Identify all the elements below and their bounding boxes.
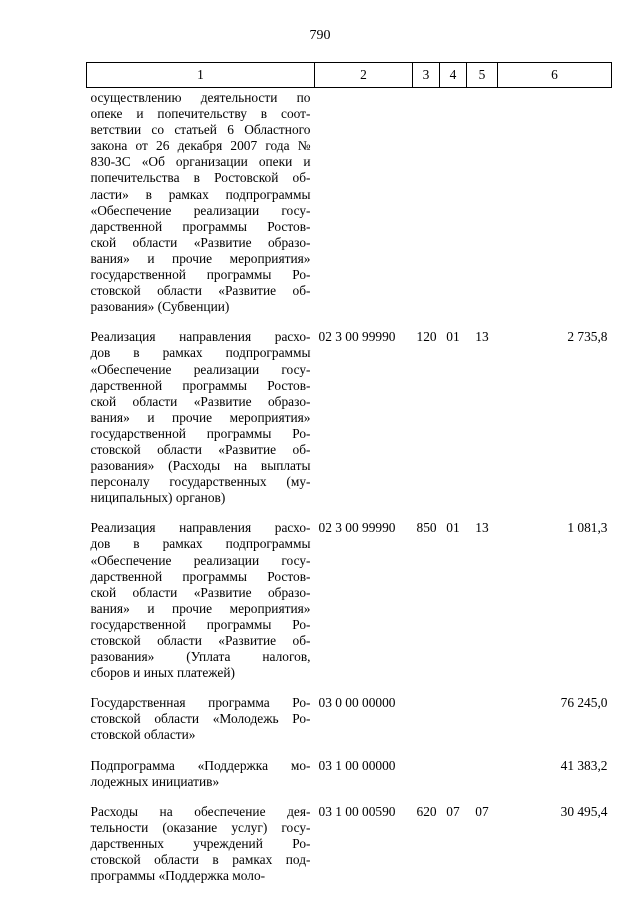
description-line: стовской области «Развитие об- bbox=[90, 283, 311, 299]
description-line: разования» (Расходы на выплаты bbox=[90, 458, 311, 474]
description-line: дарственной программы Ростов- bbox=[90, 218, 311, 234]
description-line: ской области «Развитие образо- bbox=[90, 393, 311, 409]
section-code: 01 bbox=[446, 329, 460, 345]
description-line: дарственной программы Ростов- bbox=[90, 377, 311, 393]
target-article-code: 03 1 00 00590 bbox=[318, 803, 396, 819]
page-number: 790 bbox=[309, 28, 331, 43]
target-article-code: 02 3 00 99990 bbox=[318, 520, 396, 536]
table-row bbox=[87, 329, 612, 520]
subsection-code: 07 bbox=[475, 803, 489, 819]
amount: 30 495,4 bbox=[560, 803, 608, 819]
expense-type-code: 120 bbox=[416, 329, 437, 345]
table-row bbox=[87, 520, 612, 695]
description-line: 830-ЗС «Об организации опеки и bbox=[90, 154, 311, 170]
row-description bbox=[87, 329, 315, 520]
description-line: стовской области в рамках под- bbox=[90, 852, 311, 868]
section-code bbox=[440, 88, 467, 330]
description-line: «Обеспечение реализации госу- bbox=[90, 552, 311, 568]
header-col-6: 6 bbox=[498, 63, 612, 88]
description-line: сборов и иных платежей) bbox=[90, 665, 235, 681]
target-article-code bbox=[315, 88, 413, 330]
header-col-3: 3 bbox=[413, 63, 440, 88]
description-line: вания» и прочие мероприятия» bbox=[90, 600, 311, 616]
description-line: тельности (оказание услуг) госу- bbox=[90, 819, 311, 835]
description-line: Подпрограмма «Поддержка мо- bbox=[90, 757, 311, 773]
table-body bbox=[87, 88, 612, 899]
amount: 2 735,8 bbox=[567, 329, 608, 345]
header-col-2: 2 bbox=[315, 63, 413, 88]
target-article-code: 02 3 00 99990 bbox=[318, 329, 396, 345]
description-line: стовской области «Молодежь Ро- bbox=[90, 711, 311, 727]
description-line: Реализация направления расхо- bbox=[90, 520, 311, 536]
table-header bbox=[87, 63, 612, 88]
expense-type-code: 620 bbox=[416, 803, 437, 819]
description-line: ниципальных) органов) bbox=[90, 490, 226, 506]
budget-table bbox=[86, 62, 612, 898]
description-line: вания» и прочие мероприятия» bbox=[90, 250, 311, 266]
expense-type-code bbox=[413, 758, 440, 804]
description-line: стовской области «Развитие об- bbox=[90, 633, 311, 648]
description-line: разования» (Уплата налогов, bbox=[90, 649, 311, 665]
subsection-code bbox=[467, 695, 498, 757]
description-line: «Обеспечение реализации госу- bbox=[90, 202, 311, 218]
description-line: программы «Поддержка моло- bbox=[90, 868, 266, 884]
subsection-code: 13 bbox=[475, 520, 489, 536]
description-line: разования» (Субвенции) bbox=[90, 299, 230, 315]
amount bbox=[498, 88, 612, 330]
description-line: Государственная программа Ро- bbox=[90, 695, 311, 711]
header-col-1: 1 bbox=[87, 63, 315, 88]
description-line: государственной программы Ро- bbox=[90, 267, 311, 283]
amount: 41 383,2 bbox=[560, 757, 608, 773]
section-code bbox=[440, 695, 467, 757]
row-description bbox=[87, 88, 315, 330]
description-line: ской области «Развитие образо- bbox=[90, 234, 311, 250]
description-line: попечительства в Ростовской об- bbox=[90, 170, 311, 186]
subsection-code bbox=[467, 758, 498, 804]
description-line: лодежных инициатив» bbox=[90, 773, 220, 789]
expense-type-code bbox=[413, 88, 440, 330]
description-line: дарственных учреждений Ро- bbox=[90, 835, 311, 851]
description-line: дарственной программы Ростов- bbox=[90, 568, 311, 584]
table-row bbox=[87, 804, 612, 898]
amount: 76 245,0 bbox=[560, 695, 608, 711]
row-description bbox=[87, 520, 315, 695]
description-line: государственной программы Ро- bbox=[90, 425, 311, 441]
description-line: ветствии со статьей 6 Областного bbox=[90, 122, 311, 138]
description-line: вания» и прочие мероприятия» bbox=[90, 409, 311, 425]
header-col-4: 4 bbox=[440, 63, 467, 88]
description-line: стовской области «Развитие об- bbox=[90, 441, 311, 457]
description-line: ласти» в рамках подпрограммы bbox=[90, 186, 311, 202]
target-article-code: 03 0 00 00000 bbox=[318, 695, 396, 711]
section-code: 01 bbox=[446, 520, 460, 536]
subsection-code bbox=[467, 88, 498, 330]
section-code: 07 bbox=[446, 803, 460, 819]
description-line: Расходы на обеспечение дея- bbox=[90, 803, 311, 819]
row-description bbox=[87, 804, 315, 898]
description-line: опеке и попечительству в соот- bbox=[90, 106, 311, 122]
section-code bbox=[440, 758, 467, 804]
description-line: дов в рамках подпрограммы bbox=[90, 345, 311, 361]
description-line: Реализация направления расхо- bbox=[90, 329, 311, 345]
description-line: стовской области» bbox=[90, 727, 196, 743]
description-line: осуществлению деятельности по bbox=[90, 90, 311, 105]
row-description bbox=[87, 695, 315, 757]
table-row bbox=[87, 758, 612, 804]
description-line: ской области «Развитие образо- bbox=[90, 584, 311, 600]
description-line: персоналу государственных (му- bbox=[90, 474, 311, 490]
target-article-code: 03 1 00 00000 bbox=[318, 757, 396, 773]
expense-type-code: 850 bbox=[416, 520, 437, 536]
description-line: государственной программы Ро- bbox=[90, 616, 311, 632]
description-line: дов в рамках подпрограммы bbox=[90, 536, 311, 552]
description-line: «Обеспечение реализации госу- bbox=[90, 361, 311, 377]
table-row bbox=[87, 88, 612, 330]
expense-type-code bbox=[413, 695, 440, 757]
amount: 1 081,3 bbox=[567, 520, 608, 536]
header-col-5: 5 bbox=[467, 63, 498, 88]
description-line: закона от 26 декабря 2007 года № bbox=[90, 138, 311, 154]
subsection-code: 13 bbox=[475, 329, 489, 345]
table-row bbox=[87, 695, 612, 757]
row-description bbox=[87, 758, 315, 804]
header-row bbox=[87, 63, 612, 88]
